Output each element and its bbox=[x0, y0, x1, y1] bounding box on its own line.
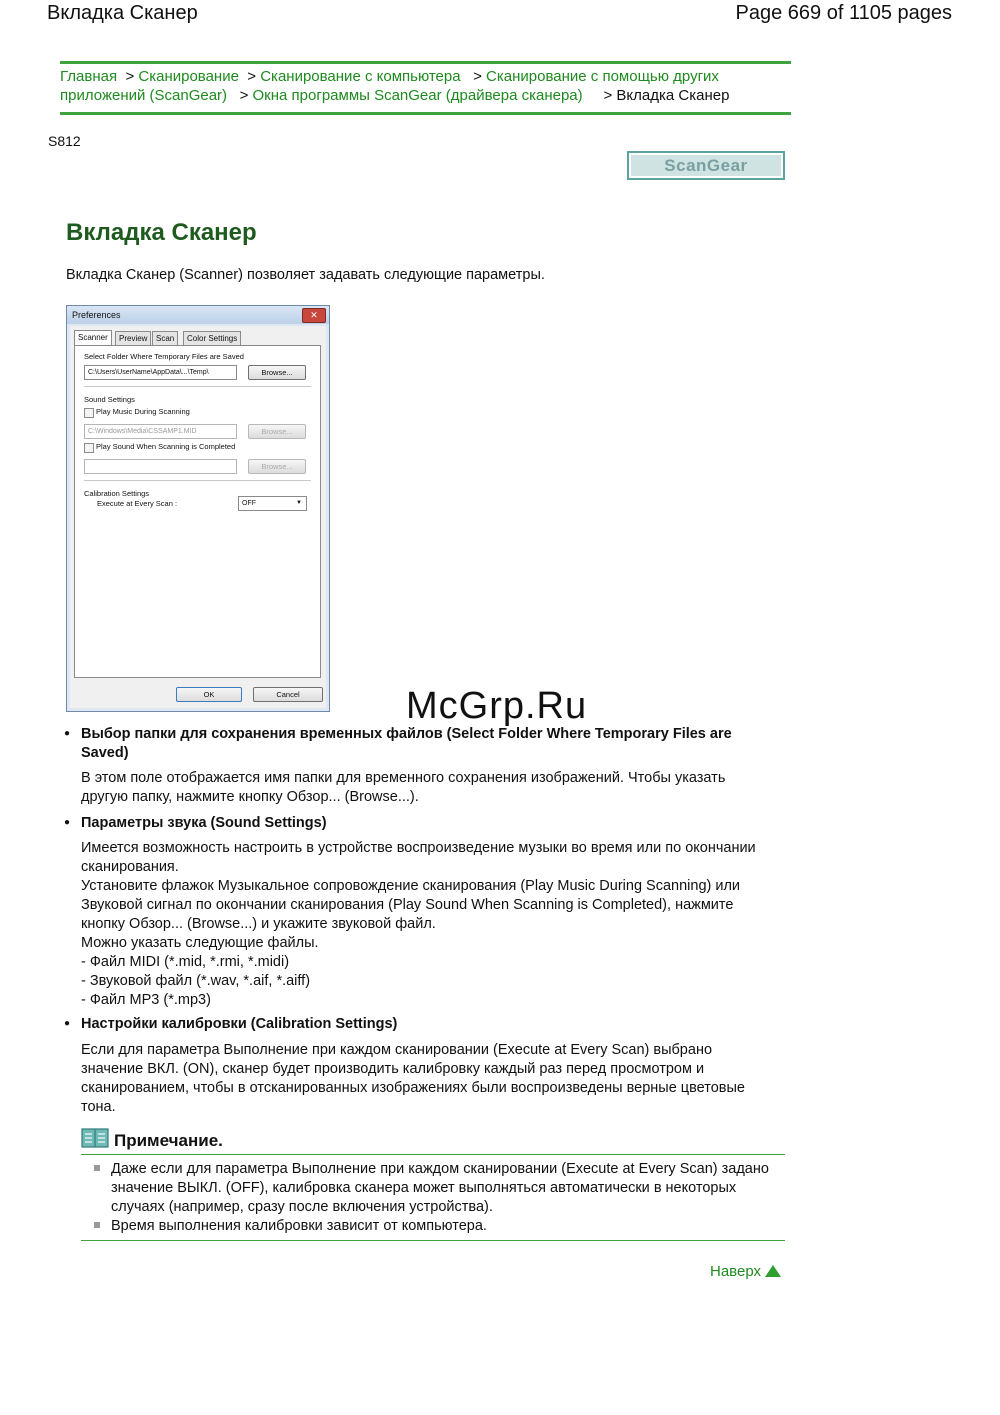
back-to-top-link[interactable]: Наверх bbox=[710, 1263, 761, 1280]
page-title: Вкладка Сканер bbox=[66, 219, 257, 246]
browse-button[interactable]: Browse... bbox=[248, 365, 306, 380]
calibration-label: Calibration Settings bbox=[84, 489, 150, 498]
section-heading: Выбор папки для сохранения временных файлов (Select Folder Where Temporary Files are Saved) bbox=[81, 726, 732, 761]
tab-preview[interactable]: Preview bbox=[115, 331, 151, 346]
breadcrumb-separator: > bbox=[125, 68, 135, 85]
section-line: - Файл MIDI (*.mid, *.rmi, *.midi) bbox=[81, 954, 290, 970]
section-text-block bbox=[81, 839, 771, 1010]
chevron-down-icon: ▼ bbox=[296, 500, 302, 506]
intro-text: Вкладка Сканер (Scanner) позволяет задавать следующие параметры. bbox=[66, 267, 545, 283]
execute-label: Execute at Every Scan : bbox=[97, 499, 178, 508]
section-heading: Настройки калибровки (Calibration Settings) bbox=[81, 1016, 398, 1032]
divider bbox=[84, 480, 311, 481]
execute-value: OFF bbox=[242, 500, 256, 507]
preferences-dialog bbox=[66, 305, 330, 712]
cancel-button[interactable]: Cancel bbox=[253, 687, 323, 702]
breadcrumb-link-scan-from-pc[interactable]: Сканирование с компьютера bbox=[260, 68, 461, 85]
breadcrumb-link-scangear[interactable]: Сканирование с помощью других приложений (ScanGear) bbox=[60, 68, 719, 104]
section-text: Если для параметра Выполнение при каждом сканировании (Execute at Every Scan) выбрано значение ВКЛ. (ON), сканер будет производить калибровку каждый раз перед просмотром и сканированием, чтобы в отсканированных изображениях были воспроизведены верные цветовые тона. bbox=[81, 1042, 745, 1115]
breadcrumb-current: Вкладка Сканер bbox=[616, 87, 730, 104]
model-code: S812 bbox=[48, 133, 81, 149]
execute-select[interactable] bbox=[238, 496, 307, 511]
section-heading: Параметры звука (Sound Settings) bbox=[81, 815, 327, 831]
section-text: В этом поле отображается имя папки для временного сохранения изображений. Чтобы указать другую папку, нажмите кнопку Обзор... (Browse...). bbox=[81, 770, 726, 805]
tab-scanner[interactable]: Scanner bbox=[74, 330, 112, 346]
note-divider bbox=[81, 1154, 785, 1155]
breadcrumb-separator: > bbox=[239, 87, 249, 104]
folder-label: Select Folder Where Temporary Files are Saved bbox=[84, 352, 244, 361]
section-line: - Файл MP3 (*.mp3) bbox=[81, 992, 211, 1008]
breadcrumb-separator: > bbox=[603, 87, 613, 104]
bullet-icon: ● bbox=[64, 817, 71, 828]
divider bbox=[84, 386, 311, 387]
section-line: - Звуковой файл (*.wav, *.aif, *.aiff) bbox=[81, 973, 311, 989]
tab-color-settings[interactable]: Color Settings bbox=[183, 331, 241, 346]
note-divider bbox=[81, 1240, 785, 1241]
dialog-body bbox=[70, 326, 326, 708]
breadcrumb-link-scangear-windows[interactable]: Окна программы ScanGear (драйвера сканера) bbox=[252, 87, 583, 104]
breadcrumb bbox=[60, 67, 791, 105]
bullet-icon: ● bbox=[64, 1018, 71, 1029]
note-item: Время выполнения калибровки зависит от компьютера. bbox=[111, 1218, 487, 1234]
scangear-logo bbox=[627, 151, 785, 180]
arrow-up-icon[interactable] bbox=[765, 1265, 781, 1277]
dialog-title: Preferences bbox=[67, 306, 329, 324]
sound-file-field[interactable] bbox=[84, 459, 237, 474]
breadcrumb-separator: > bbox=[473, 68, 482, 85]
folder-field[interactable]: C:\Users\UserName\AppData\...\Temp\ bbox=[84, 365, 237, 380]
browse-music-button[interactable]: Browse... bbox=[248, 424, 306, 439]
section-line: Можно указать следующие файлы. bbox=[81, 935, 319, 951]
book-icon bbox=[81, 1128, 109, 1148]
bullet-icon: ● bbox=[64, 728, 71, 739]
close-icon[interactable]: ✕ bbox=[302, 308, 326, 323]
breadcrumb-separator: > bbox=[247, 68, 257, 85]
note-item: Даже если для параметра Выполнение при каждом сканировании (Execute at Every Scan) задано значение ВЫКЛ. (OFF), калибровка сканера может выполняться автоматически в некоторых случаях (например, сразу после включения устройства). bbox=[111, 1161, 769, 1215]
note-bullet-icon bbox=[94, 1165, 100, 1171]
play-sound-label: Play Sound When Scanning is Completed bbox=[96, 442, 236, 451]
ok-button[interactable]: OK bbox=[176, 687, 242, 702]
play-music-checkbox[interactable] bbox=[84, 408, 94, 418]
scangear-logo-text: ScanGear bbox=[631, 155, 781, 176]
sound-settings-label: Sound Settings bbox=[84, 395, 135, 404]
page-counter: Page 669 of 1105 pages bbox=[735, 2, 952, 24]
play-sound-checkbox[interactable] bbox=[84, 443, 94, 453]
section-line: Установите флажок Музыкальное сопровождение сканирования (Play Music During Scanning) или Звуковой сигнал по окончании сканирования (Play Sound When Scanning is Completed), нажмите кнопку Обзор... (Browse...) и укажите звуковой файл. bbox=[81, 878, 741, 932]
tab-scan[interactable]: Scan bbox=[152, 331, 178, 346]
section-line: Имеется возможность настроить в устройстве воспроизведение музыки во время или по окончании сканирования. bbox=[81, 840, 756, 875]
browse-sound-button[interactable]: Browse... bbox=[248, 459, 306, 474]
play-music-label: Play Music During Scanning bbox=[96, 407, 190, 416]
scanner-tab-panel bbox=[74, 345, 321, 678]
watermark: McGrp.Ru bbox=[406, 685, 588, 727]
breadcrumb-link-scanning[interactable]: Сканирование bbox=[138, 68, 239, 85]
music-file-field[interactable]: C:\Windows\Media\CSSAMP1.MID bbox=[84, 424, 237, 439]
note-title: Примечание. bbox=[114, 1131, 223, 1150]
header-title: Вкладка Сканер bbox=[47, 2, 198, 24]
breadcrumb-link-home[interactable]: Главная bbox=[60, 68, 118, 85]
note-bullet-icon bbox=[94, 1222, 100, 1228]
